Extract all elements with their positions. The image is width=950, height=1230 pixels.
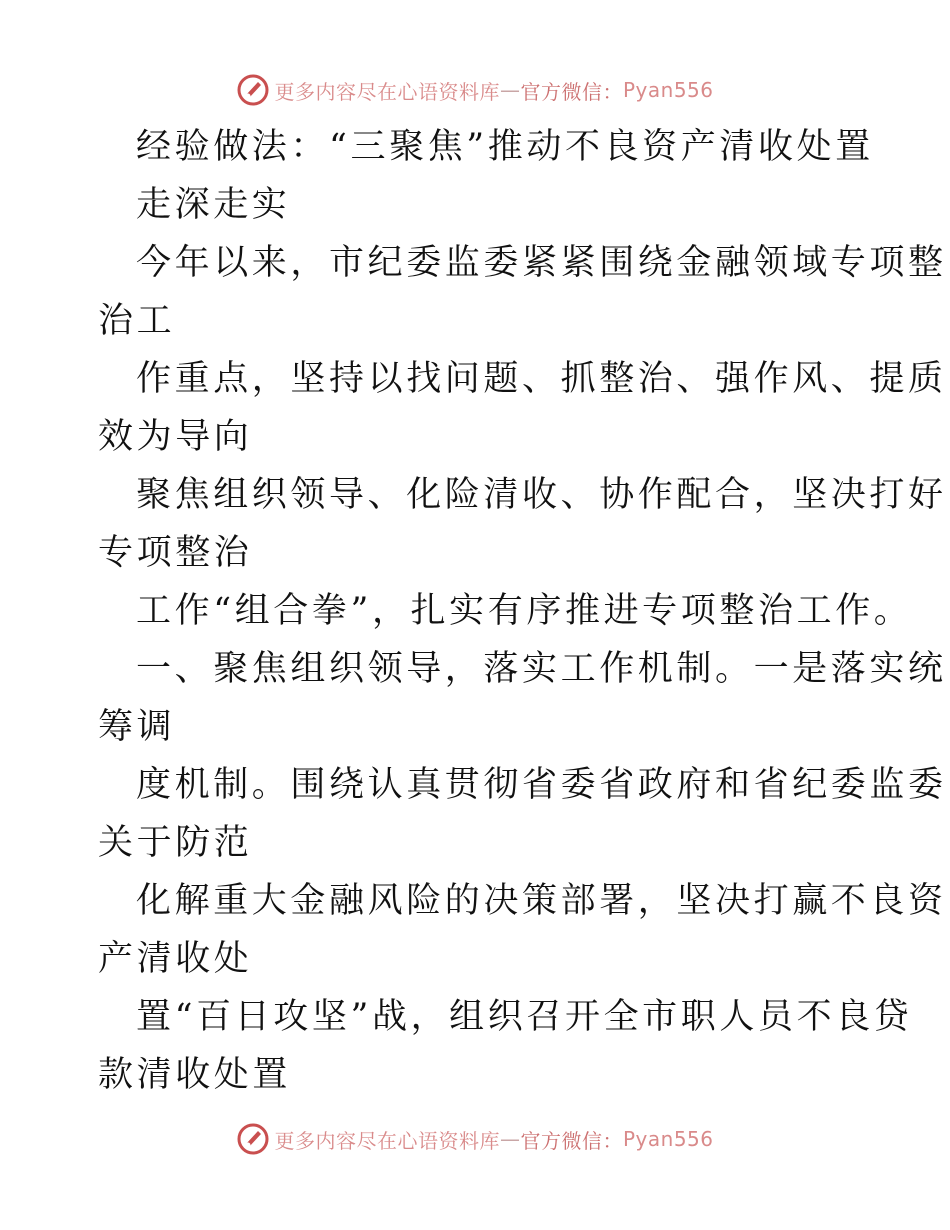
document-line: 走深走实 [136,185,291,225]
document-line: 治工 [98,301,176,341]
banner-text: 更多内容尽在心语资料库 [274,1128,500,1153]
document-line: 一、聚焦组织领导，落实工作机制。一是落实统 [136,649,947,689]
document-body [98,118,947,1104]
document-line: 款清收处置 [98,1055,292,1095]
document-line: 化解重大金融风险的决策部署，坚决打赢不良资 [136,881,947,921]
document-line: 工作“组合拳”，扎实有序推进专项整治工作。 [136,591,913,631]
document-line: 今年以来，市纪委监委紧紧围绕金融领域专项整 [136,243,947,283]
document-line: 关于防范 [98,823,253,863]
document-line: 聚焦组织领导、化险清收、协作配合，坚决打好 [136,475,947,515]
document-line: 经验做法：“三聚焦”推动不良资产清收处置 [136,127,874,167]
header-banner [0,70,950,110]
document-line: 作重点，坚持以找问题、抓整治、强作风、提质 [136,359,947,399]
document-line: 产清收处 [98,939,253,979]
banner-separator: — [499,78,521,102]
document-line: 置“百日攻坚”战，组织召开全市职人员不良贷 [136,997,913,1037]
seal-logo-icon [236,73,270,107]
banner-separator: — [499,1127,521,1151]
document-line: 筹调 [98,707,176,747]
document-line: 度机制。围绕认真贯彻省委省政府和省纪委监委 [136,765,947,805]
document-line: 专项整治 [98,533,253,573]
document-line: 效为导向 [98,417,253,457]
banner-wechat-id: Pyan556 [622,1127,714,1151]
banner-text: 更多内容尽在心语资料库 [274,79,500,104]
seal-logo-icon [236,1122,270,1156]
banner-wechat-label: 官方微信： [520,79,623,104]
footer-banner [0,1119,950,1159]
banner-wechat-label: 官方微信： [520,1128,623,1153]
banner-wechat-id: Pyan556 [622,78,714,102]
